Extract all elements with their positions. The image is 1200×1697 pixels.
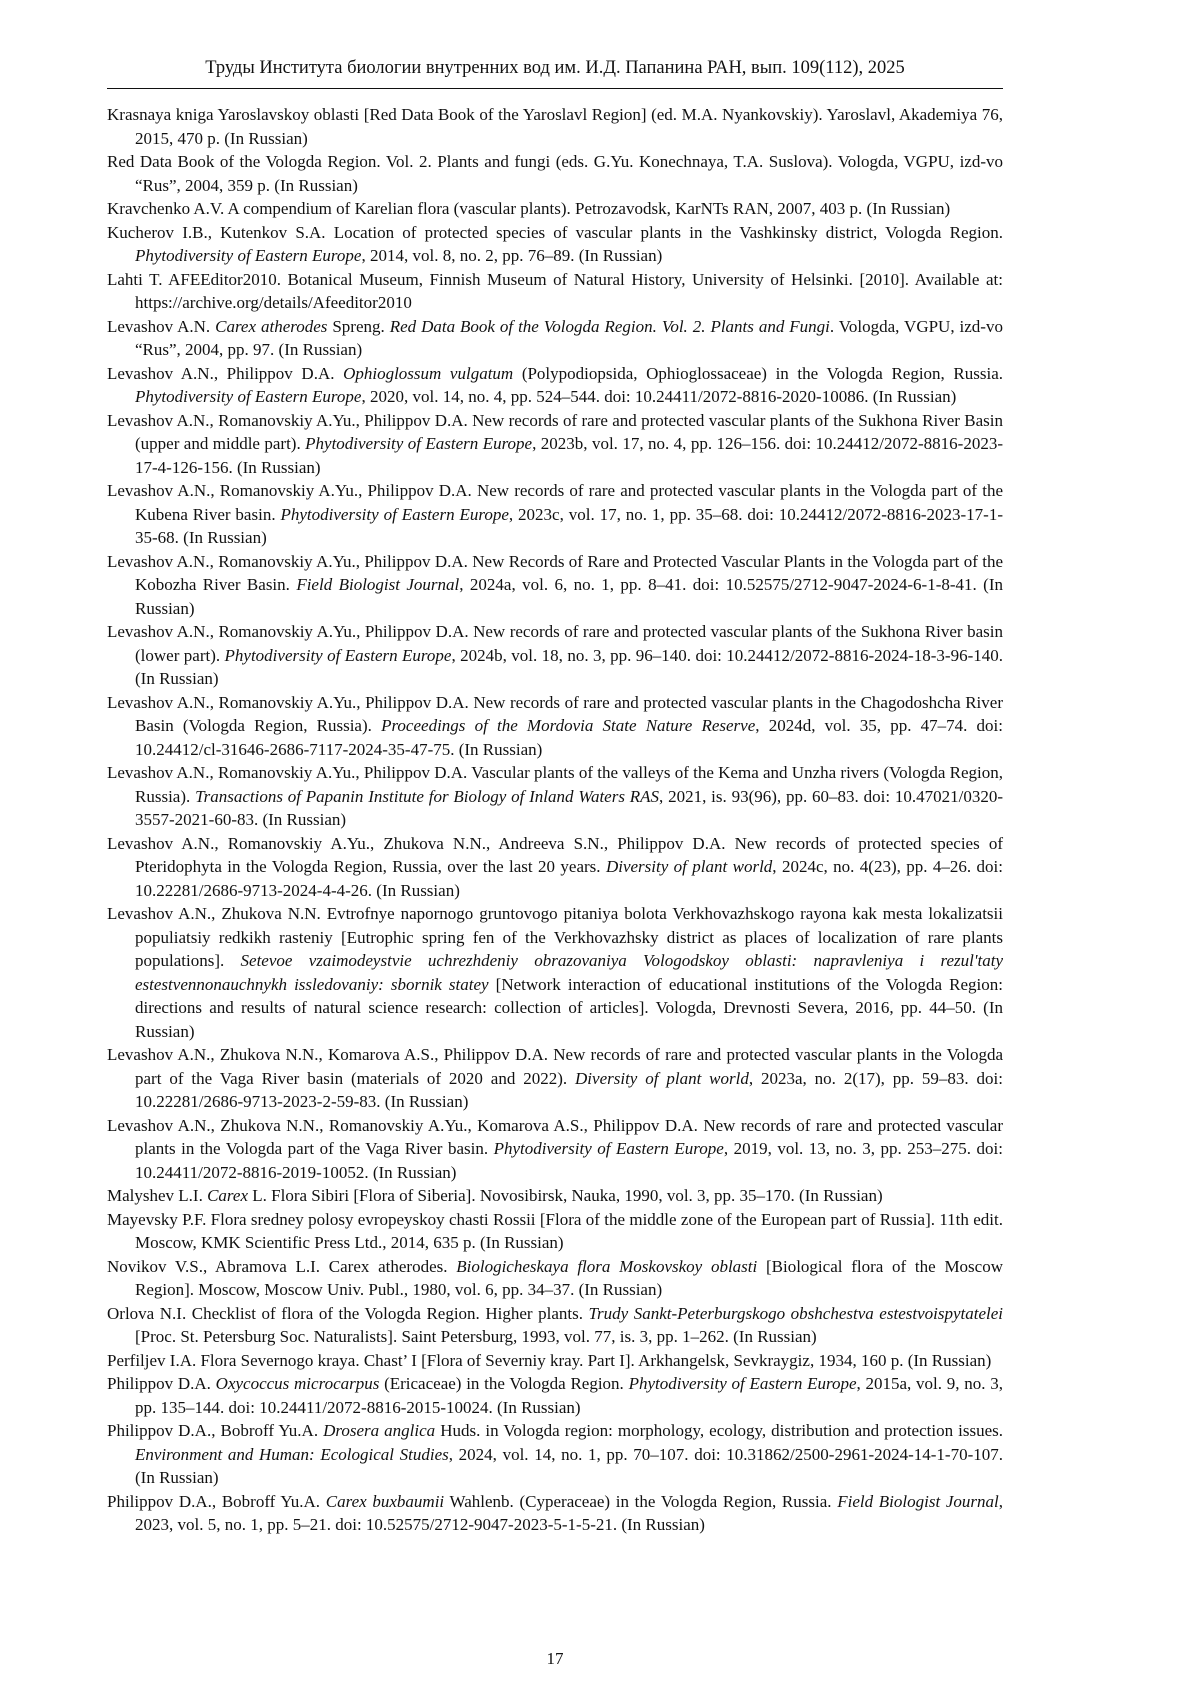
reference-text-segment: Levashov A.N., Zhukova N.N., Romanovskiy A.Yu., Komarova A.S., Philippov D.A. New records of rare and protected vascular plants in the Vologda part of the Vaga River basin. bbox=[107, 1115, 1003, 1158]
reference-text-segment: Levashov A.N., Zhukova N.N., Komarova A.S., Philippov D.A. New records of rare and protected vascular plants in the Vologda part of the Vaga River basin (materials of 2020 and 2022). bbox=[107, 1045, 1003, 1088]
reference-text-segment: Orlova N.I. Checklist of flora of the Vologda Region. Higher plants. bbox=[107, 1303, 589, 1323]
reference-italic-segment: Phytodiversity of Eastern Europe bbox=[135, 246, 362, 265]
reference-text-segment: Krasnaya kniga Yaroslavskoy oblasti [Red Data Book of the Yaroslavl Region] (ed. M.A. Nyankovskiy). Yaroslavl, Akademiya 76, 2015, 470 p. (In Russian) bbox=[107, 105, 1003, 148]
reference-text-segment: Lahti T. AFEEditor2010. Botanical Museum, Finnish Museum of Natural History, University of Helsinki. [2010]. Available at: https://archive.org/details/Afeeditor2010 bbox=[107, 269, 1003, 312]
reference-item bbox=[107, 902, 1003, 1043]
reference-item bbox=[107, 1419, 1003, 1490]
reference-text-segment: Philippov D.A., Bobroff Yu.A. bbox=[107, 1421, 324, 1440]
reference-text-segment: , 2023, vol. 5, no. 1, pp. 5–21. doi: 10.52575/2712-9047-2023-5-1-5-21. (In Russian) bbox=[135, 1491, 1004, 1534]
reference-item bbox=[107, 1043, 1003, 1114]
reference-item bbox=[107, 221, 1003, 268]
reference-text-segment: Red Data Book of the Vologda Region. Vol. 2. Plants and fungi (eds. G.Yu. Konechnaya, T.A. Suslova). Vologda, VGPU, izd-vo “Rus”, 2004, 359 p. (In Russian) bbox=[107, 152, 1003, 195]
reference-text-segment: , 2023c, vol. 17, no. 1, pp. 35–68. doi: 10.24412/2072-8816-2023-17-1-35-68. (In Russian) bbox=[135, 504, 1003, 547]
reference-italic-segment: Phytodiversity of Eastern Europe bbox=[493, 1139, 724, 1158]
reference-item bbox=[107, 1255, 1003, 1302]
reference-text-segment: Levashov A.N., Romanovskiy A.Yu., Philippov D.A. New records of rare and protected vascular plants in the Chagodoshcha River Basin (Vologda Region, Russia). bbox=[107, 692, 1003, 735]
reference-text-segment: Levashov A.N., Philippov D.A. bbox=[107, 363, 344, 383]
reference-text-segment: Philippov D.A. bbox=[107, 1374, 216, 1393]
reference-text-segment: Levashov A.N., Romanovskiy A.Yu., Philippov D.A. Vascular plants of the valleys of the Kema and Unzha rivers (Vologda Region, Russia). bbox=[107, 763, 1003, 806]
reference-item bbox=[107, 1184, 1003, 1208]
reference-italic-segment: Phytodiversity of Eastern Europe bbox=[628, 1374, 857, 1393]
reference-italic-segment: Trudy Sankt-Peterburgskogo obshchestva estestvoispytatelei bbox=[588, 1303, 1003, 1323]
reference-italic-segment: Oxycoccus microcarpus bbox=[215, 1374, 380, 1393]
reference-text-segment: , 2024a, vol. 6, no. 1, pp. 8–41. doi: 10.52575/2712-9047-2024-6-1-8-41. (In Russian) bbox=[135, 575, 1003, 618]
reference-item bbox=[107, 1302, 1003, 1349]
reference-text-segment: Levashov A.N. bbox=[107, 316, 216, 336]
reference-italic-segment: Environment and Human: Ecological Studies bbox=[135, 1444, 449, 1464]
reference-italic-segment: Diversity of plant world bbox=[605, 857, 773, 876]
reference-text-segment: Levashov A.N., Romanovskiy A.Yu., Philippov D.A. New records of rare and protected vascular plants in the Vologda part of the Kubena River basin. bbox=[107, 481, 1003, 524]
reference-text-segment: Mayevsky P.F. Flora sredney polosy evropeyskoy chasti Rossii [Flora of the middle zone of the European part of Russia]. 11th edit. Moscow, KMK Scientific Press Ltd., 2014, 635 p. (In Russian) bbox=[107, 1209, 1003, 1252]
reference-italic-segment: Field Biologist Journal bbox=[296, 575, 460, 594]
reference-text-segment: , 2024c, no. 4(23), pp. 4–26. doi: 10.22281/2686-9713-2024-4-4-26. (In Russian) bbox=[135, 857, 1003, 900]
reference-text-segment: , 2024, vol. 14, no. 1, pp. 70–107. doi: 10.31862/2500-2961-2024-14-1-70-107. (In Russian) bbox=[135, 1444, 1003, 1487]
reference-text-segment: Levashov A.N., Romanovskiy A.Yu., Philippov D.A. New Records of Rare and Protected Vascular Plants in the Vologda part of the Kobozha River Basin. bbox=[107, 551, 1003, 594]
reference-item bbox=[107, 362, 1003, 409]
references-list bbox=[107, 103, 1003, 1537]
reference-text-segment: Philippov D.A., Bobroff Yu.A. bbox=[107, 1491, 326, 1511]
reference-italic-segment: Diversity of plant world bbox=[575, 1068, 749, 1088]
reference-italic-segment: Phytodiversity of Eastern Europe bbox=[280, 504, 509, 524]
reference-italic-segment: Red Data Book of the Vologda Region. Vol. 2. Plants and Fungi bbox=[389, 316, 830, 336]
reference-item bbox=[107, 550, 1003, 621]
reference-text-segment: Levashov A.N., Romanovskiy A.Yu., Philippov D.A. New records of rare and protected vascular plants of the Sukhona River basin (lower part). bbox=[107, 622, 1003, 665]
reference-italic-segment: Setevoe vzaimodeystvie uchrezhdeniy obrazovaniya Vologodskoy oblasti: napravleniya i rezul'taty estestvennonauchnykh issledovaniy: sbornik statey bbox=[135, 951, 1003, 994]
reference-text-segment: Wahlenb. (Cyperaceae) in the Vologda Region, Russia. bbox=[444, 1491, 838, 1511]
reference-text-segment: Kravchenko A.V. A compendium of Karelian flora (vascular plants). Petrozavodsk, KarNTs RAN, 2007, 403 p. (In Russian) bbox=[107, 199, 951, 218]
reference-italic-segment: Carex buxbaumii bbox=[325, 1491, 445, 1511]
reference-italic-segment: Drosera anglica bbox=[323, 1421, 436, 1440]
reference-item bbox=[107, 1349, 1003, 1373]
reference-italic-segment: Transactions of Papanin Institute for Biology of Inland Waters RAS bbox=[195, 786, 660, 806]
reference-text-segment: , 2020, vol. 14, no. 4, pp. 524–544. doi: 10.24411/2072-8816-2020-10086. (In Russian) bbox=[361, 387, 957, 406]
reference-italic-segment: Ophioglossum vulgatum bbox=[343, 363, 514, 383]
reference-item bbox=[107, 150, 1003, 197]
reference-text-segment: Huds. in Vologda region: morphology, ecology, distribution and protection issues. bbox=[435, 1421, 1003, 1440]
reference-italic-segment: Carex bbox=[207, 1186, 249, 1205]
reference-text-segment: Novikov V.S., Abramova L.I. Carex atherodes. bbox=[107, 1256, 457, 1276]
reference-text-segment: Levashov A.N., Zhukova N.N. Evtrofnye napornogo gruntovogo pitaniya bolota Verkhovazhskogo rayona kak mesta lokalizatsii populiatsiy redkikh rasteniy [Eutrophic spring fen of the Verkhovazhsky district as places of localization of rare plants populations]. bbox=[107, 904, 1003, 970]
reference-text-segment: [Proc. St. Petersburg Soc. Naturalists]. Saint Petersburg, 1993, vol. 77, is. 3, pp. 1–262. (In Russian) bbox=[135, 1327, 817, 1346]
reference-text-segment: [Biological flora of the Moscow Region]. Moscow, Moscow Univ. Publ., 1980, vol. 6, pp. 34–37. (In Russian) bbox=[135, 1256, 1003, 1299]
page-number: 17 bbox=[546, 1649, 564, 1668]
reference-item bbox=[107, 103, 1003, 150]
journal-header bbox=[107, 56, 1003, 89]
reference-text-segment: , 2019, vol. 13, no. 3, pp. 253–275. doi: 10.24411/2072-8816-2019-10052. (In Russian) bbox=[135, 1139, 1003, 1182]
reference-text-segment: , 2021, is. 93(96), pp. 60–83. doi: 10.47021/0320-3557-2021-60-83. (In Russian) bbox=[135, 786, 1004, 829]
reference-item bbox=[107, 1490, 1003, 1537]
reference-text-segment: , 2023b, vol. 17, no. 4, pp. 126–156. doi: 10.24412/2072-8816-2023-17-4-126-156. (In Russian) bbox=[135, 434, 1003, 477]
reference-text-segment: , 2024d, vol. 35, pp. 47–74. doi: 10.24412/cl-31646-2686-7117-2024-35-47-75. (In Russian) bbox=[135, 716, 1003, 759]
reference-text-segment: Levashov A.N., Romanovskiy A.Yu., Philippov D.A. New records of rare and protected vascular plants of the Sukhona River Basin (upper and middle part). bbox=[107, 410, 1003, 453]
reference-text-segment: , 2023a, no. 2(17), pp. 59–83. doi: 10.22281/2686-9713-2023-2-59-83. (In Russian) bbox=[135, 1068, 1003, 1111]
reference-item bbox=[107, 409, 1003, 480]
reference-text-segment: , 2024b, vol. 18, no. 3, pp. 96–140. doi: 10.24412/2072-8816-2024-18-3-96-140. (In Russian) bbox=[135, 645, 1003, 688]
reference-item bbox=[107, 832, 1003, 903]
reference-item bbox=[107, 315, 1003, 362]
reference-item bbox=[107, 761, 1003, 832]
reference-item bbox=[107, 1208, 1003, 1255]
reference-item bbox=[107, 620, 1003, 691]
reference-item bbox=[107, 691, 1003, 762]
reference-item bbox=[107, 197, 1003, 221]
reference-item bbox=[107, 1114, 1003, 1185]
reference-italic-segment: Field Biologist Journal bbox=[837, 1491, 999, 1511]
reference-item bbox=[107, 268, 1003, 315]
reference-item bbox=[107, 1372, 1003, 1419]
reference-italic-segment: Phytodiversity of Eastern Europe bbox=[305, 434, 533, 453]
reference-text-segment: Levashov A.N., Romanovskiy A.Yu., Zhukova N.N., Andreeva S.N., Philippov D.A. New records of protected species of Pteridophyta in the Vologda Region, Russia, over the last 20 years. bbox=[107, 833, 1003, 876]
reference-item bbox=[107, 479, 1003, 550]
reference-text-segment: (Polypodiopsida, Ophioglossaceae) in the Vologda Region, Russia. bbox=[513, 363, 1004, 383]
reference-text-segment: (Ericaceae) in the Vologda Region. bbox=[379, 1374, 629, 1393]
reference-text-segment: , 2014, vol. 8, no. 2, pp. 76–89. (In Russian) bbox=[361, 246, 663, 265]
reference-italic-segment: Phytodiversity of Eastern Europe bbox=[224, 645, 452, 665]
reference-text-segment: , 2015a, vol. 9, no. 3, pp. 135–144. doi: 10.24411/2072-8816-2015-10024. (In Russian) bbox=[135, 1374, 1003, 1417]
reference-text-segment: Perfiljev I.A. Flora Severnogo kraya. Chast’ I [Flora of Severniy kray. Part I]. Arkhangelsk, Sevkraygiz, 1934, 160 p. (In Russian) bbox=[107, 1350, 992, 1370]
reference-italic-segment: Carex atherodes bbox=[215, 316, 328, 336]
reference-text-segment: [Network interaction of educational institutions of the Vologda Region: directions and results of natural science research: collection of articles]. Vologda, Drevnosti Severa, 2016, pp. 44–50. (In Russian) bbox=[135, 974, 1003, 1041]
reference-italic-segment: Biologicheskaya flora Moskovskoy oblasti bbox=[456, 1256, 758, 1276]
reference-text-segment: . Vologda, VGPU, izd-vo “Rus”, 2004, pp. 97. (In Russian) bbox=[135, 316, 1003, 359]
journal-title: Труды Института биологии внутренних вод им. И.Д. Папанина РАН, вып. 109(112), 2025 bbox=[205, 58, 905, 78]
reference-italic-segment: Proceedings of the Mordovia State Nature Reserve bbox=[381, 716, 756, 735]
reference-text-segment: L. Flora Sibiri [Flora of Siberia]. Novosibirsk, Nauka, 1990, vol. 3, pp. 35–170. (In Russian) bbox=[248, 1186, 883, 1205]
reference-italic-segment: Phytodiversity of Eastern Europe bbox=[135, 387, 362, 406]
reference-text-segment: Spreng. bbox=[327, 316, 390, 336]
reference-text-segment: Malyshev L.I. bbox=[107, 1186, 208, 1205]
reference-text-segment: Kucherov I.B., Kutenkov S.A. Location of protected species of vascular plants in the Vashkinsky district, Vologda Region. bbox=[107, 222, 1003, 242]
